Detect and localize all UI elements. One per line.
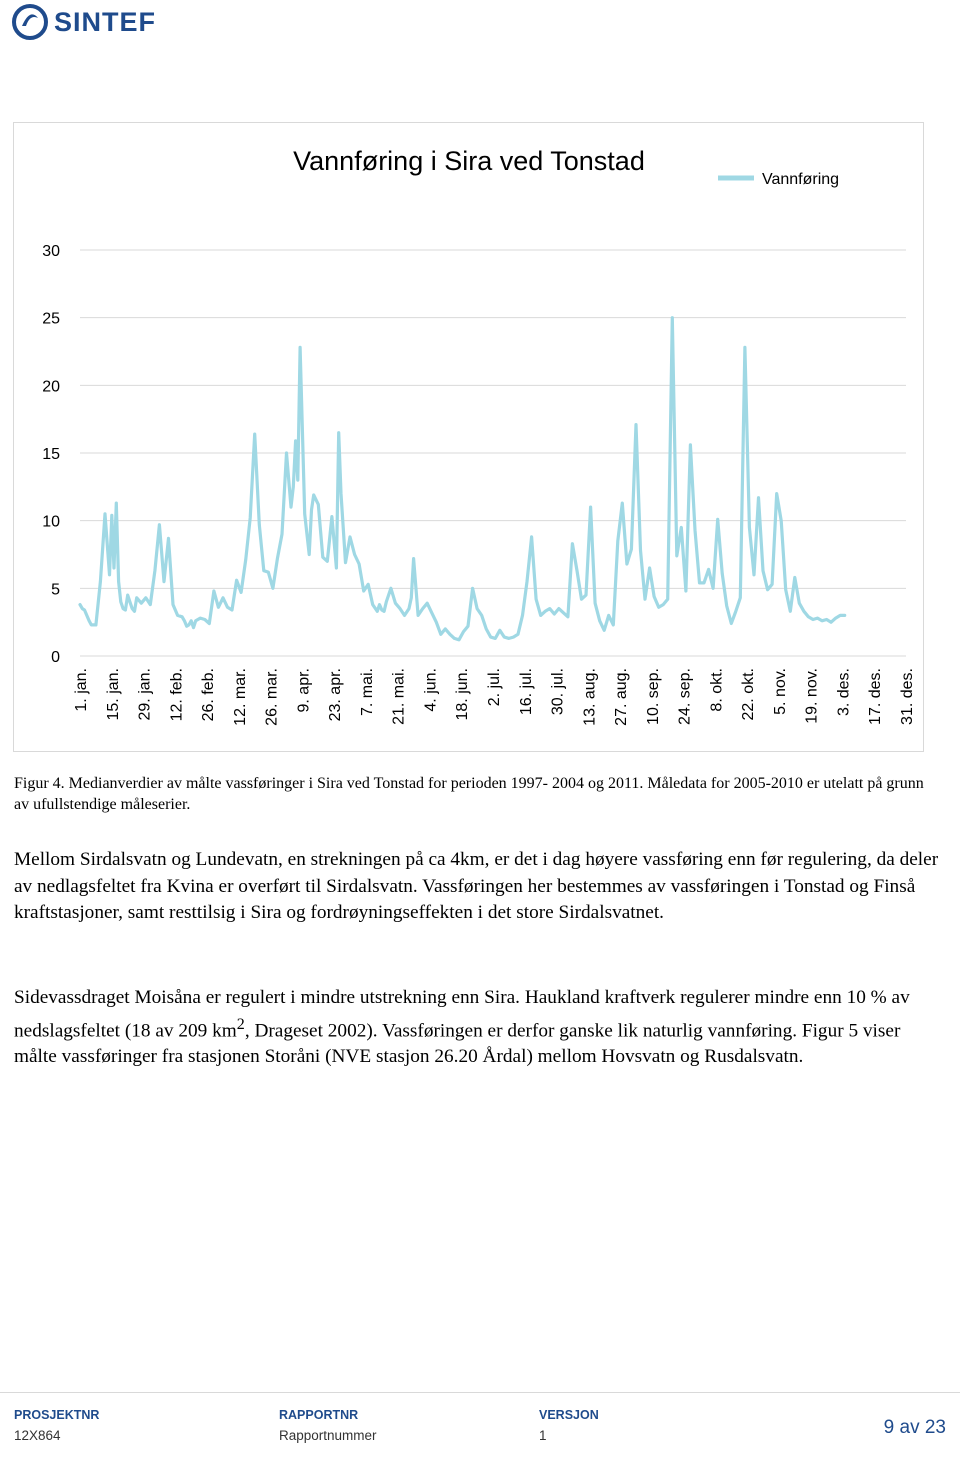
footer-report-label: RAPPORTNR [279, 1408, 359, 1422]
footer-report-value: Rapportnummer [279, 1428, 377, 1443]
y-tick-label: 15 [42, 446, 60, 463]
x-tick-label: 30. jul. [549, 668, 567, 716]
paragraph-2-part-a: Sidevassdraget Moisåna er regulert i mindre utstrekning enn Sira. Haukland kraftverk regulerer mindre enn 10 % av nedslagsfeltet (18 av 209 km [14, 987, 910, 1041]
y-tick-label: 0 [51, 649, 60, 666]
x-tick-label: 4. jun. [422, 668, 440, 712]
x-axis [73, 668, 916, 726]
y-axis [42, 243, 60, 666]
x-tick-label: 26. feb. [200, 668, 218, 722]
figure-caption: Figur 4. Medianverdier av målte vassføringer i Sira ved Tonstad for perioden 1997- 2004 og 2011. Måledata for 2005-2010 er utelatt på grunn av ufullstendige måleserier. [14, 775, 924, 813]
page-footer [0, 1392, 960, 1460]
x-tick-label: 18. jun. [454, 668, 472, 721]
x-tick-label: 21. mai. [390, 668, 408, 725]
paragraph-2 [14, 985, 944, 1071]
x-tick-label: 10. sep. [644, 668, 662, 725]
y-tick-label: 5 [51, 581, 60, 599]
legend-label: Vannføring [762, 171, 840, 188]
series-vannforing [80, 318, 845, 640]
sintef-logo-icon [12, 4, 48, 40]
x-tick-label: 29. jan. [136, 668, 154, 721]
footer-version-label: VERSJON [539, 1408, 599, 1422]
logo-text: SINTEF [54, 6, 157, 37]
y-tick-label: 30 [42, 243, 60, 260]
footer-version [539, 1408, 599, 1443]
paragraph-1: Mellom Sirdalsvatn og Lundevatn, en strekningen på ca 4km, er det i dag høyere vassføring enn før regulering, da deler av nedlagsfeltet fra Kvina er overført til Sirdalsvatn. Vassføringen her bestemmes av vassføringen i Tonstad og Finså kraftstasjoner, samt resttilsig i Sira og fordrøyningseffekten i det store Sirdalsvatnet. [14, 849, 939, 923]
x-tick-label: 12. mar. [231, 668, 249, 726]
x-tick-label: 16. jul. [517, 668, 535, 716]
x-tick-label: 17. des. [867, 668, 885, 725]
x-tick-label: 1. jan. [73, 668, 90, 712]
footer-project-value: 12X864 [14, 1428, 61, 1443]
footer-report [279, 1408, 377, 1443]
gridlines [80, 250, 906, 656]
sintef-logo [12, 4, 156, 40]
x-tick-label: 26. mar. [263, 668, 281, 726]
x-tick-label: 15. jan. [104, 668, 122, 721]
x-tick-label: 9. apr. [295, 668, 313, 713]
footer-project-label: PROSJEKTNR [14, 1408, 100, 1422]
x-tick-label: 24. sep. [676, 668, 694, 725]
x-tick-label: 27. aug. [613, 668, 631, 726]
footer-version-value: 1 [539, 1428, 547, 1443]
series-line [80, 318, 845, 640]
x-tick-label: 2. jul. [486, 668, 503, 707]
y-tick-label: 25 [42, 310, 60, 328]
x-tick-label: 5. nov. [771, 668, 789, 715]
x-tick-label: 22. okt. [740, 668, 758, 721]
paragraph-2-part-b: , Drageset 2002). Vassføringen er derfor ganske lik naturlig vannføring. Figur 5 viser målte vassføringer fra stasjonen Storåni (NVE stasjon 26.20 Årdal) mellom Hovsvatn og Rusdalsvatn. [14, 1019, 901, 1068]
x-tick-label: 23. apr. [327, 668, 345, 722]
x-tick-label: 12. feb. [168, 668, 186, 722]
y-tick-label: 10 [42, 513, 60, 531]
flow-chart [14, 123, 923, 751]
x-tick-label: 3. des. [835, 668, 853, 717]
x-tick-label: 31. des. [899, 668, 916, 725]
page-number: 9 av 23 [883, 1417, 946, 1438]
x-tick-label: 13. aug. [581, 668, 599, 726]
superscript-2: 2 [236, 1015, 245, 1033]
x-tick-label: 19. nov. [803, 668, 821, 724]
x-tick-label: 7. mai. [358, 668, 376, 717]
chart-frame [13, 122, 924, 752]
footer-project [14, 1408, 99, 1443]
chart-title: Vannføring i Sira ved Tonstad [293, 146, 645, 176]
x-tick-label: 8. okt. [708, 668, 726, 712]
y-tick-label: 20 [42, 378, 60, 396]
